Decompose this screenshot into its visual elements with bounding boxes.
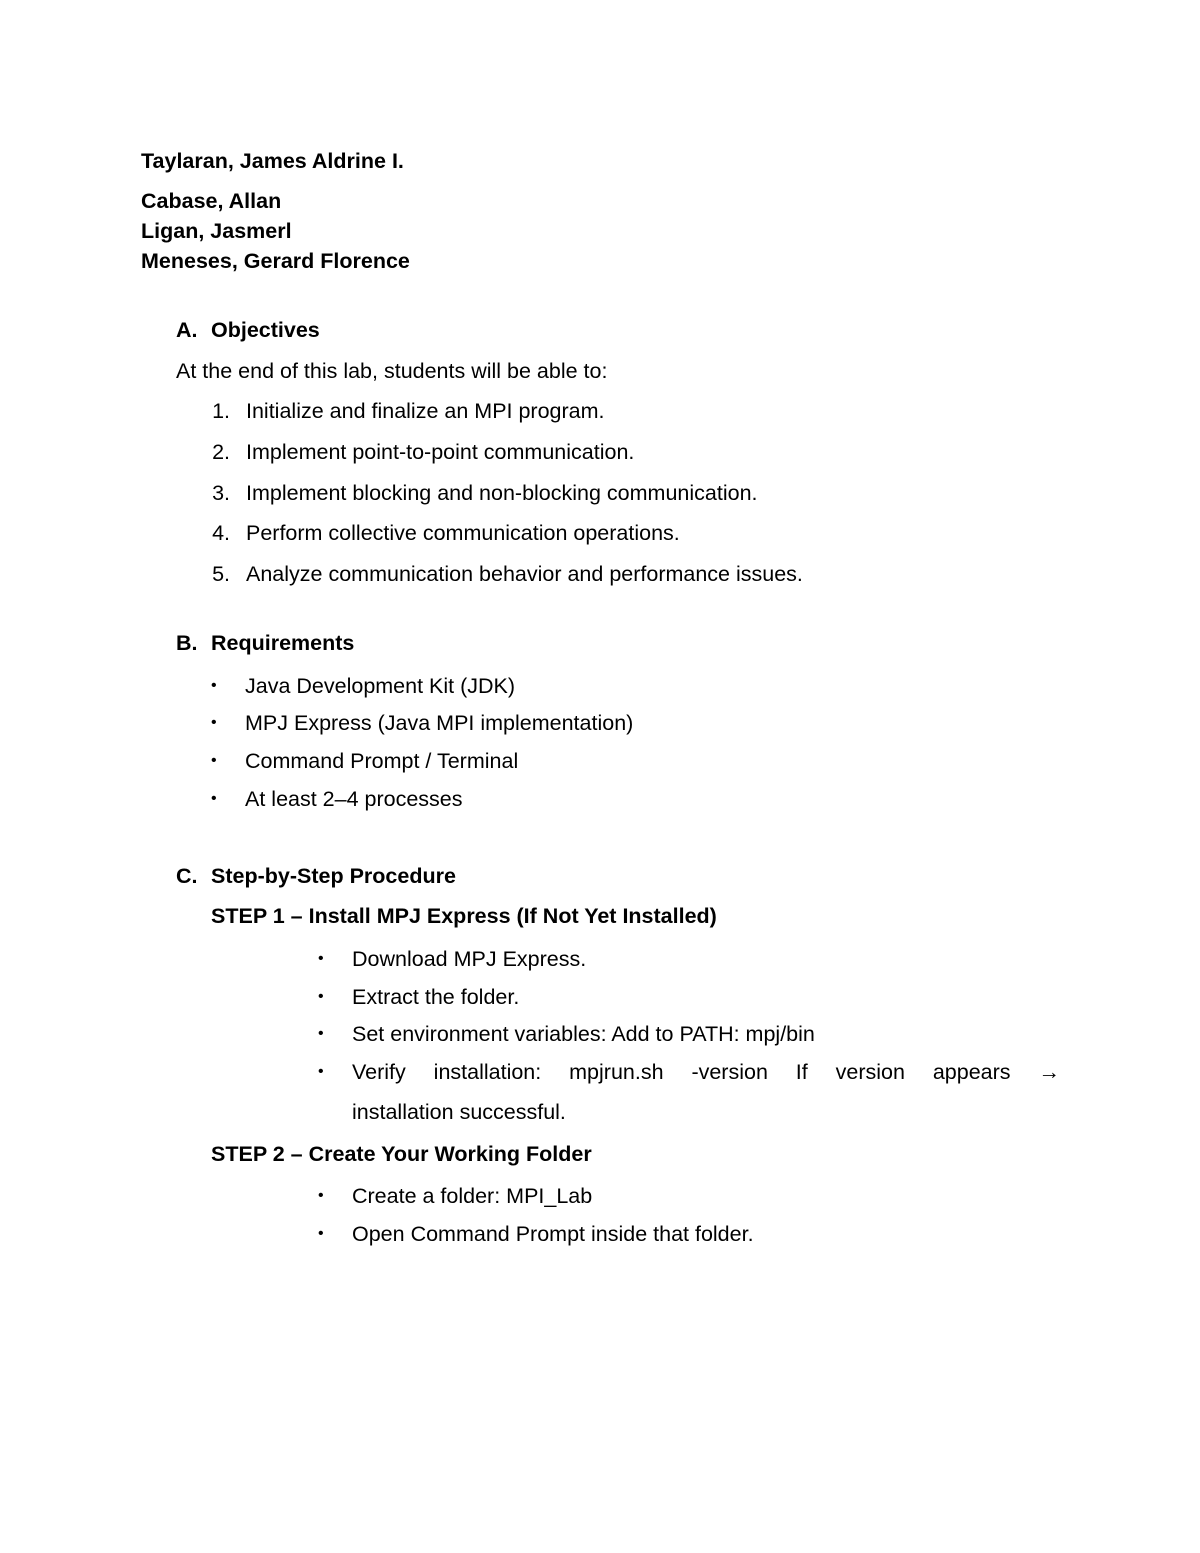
verify-installation-line: [352, 1059, 1060, 1085]
list-number: 3.: [212, 481, 230, 505]
objective-item: Perform collective communication operations.: [246, 521, 680, 545]
verify-word: installation:: [433, 1060, 542, 1084]
author-name: Cabase, Allan: [141, 189, 282, 213]
step-1-heading: STEP 1 – Install MPJ Express (If Not Yet Installed): [211, 904, 717, 928]
requirement-item: At least 2–4 processes: [245, 787, 463, 811]
section-a-intro: At the end of this lab, students will be able to:: [176, 359, 608, 383]
verify-word: mpjrun.sh: [569, 1060, 664, 1084]
arrow-right-icon: →: [1038, 1060, 1060, 1084]
bullet-icon: •: [211, 790, 217, 807]
verify-continuation: installation successful.: [352, 1100, 566, 1124]
step-1-item: Set environment variables: Add to PATH: mpj/bin: [352, 1022, 815, 1046]
author-name: Ligan, Jasmerl: [141, 219, 292, 243]
step-2-item: Open Command Prompt inside that folder.: [352, 1222, 754, 1246]
bullet-icon: •: [318, 1063, 324, 1080]
bullet-icon: •: [211, 677, 217, 694]
step-1-item: Extract the folder.: [352, 985, 520, 1009]
bullet-icon: •: [211, 714, 217, 731]
objective-item: Analyze communication behavior and performance issues.: [246, 562, 803, 586]
section-c-letter: C.: [176, 864, 198, 888]
requirement-item: MPJ Express (Java MPI implementation): [245, 711, 634, 735]
step-2-heading: STEP 2 – Create Your Working Folder: [211, 1142, 592, 1166]
list-number: 5.: [212, 562, 230, 586]
step-2-item: Create a folder: MPI_Lab: [352, 1184, 593, 1208]
bullet-icon: •: [211, 752, 217, 769]
objective-item: Implement blocking and non-blocking communication.: [246, 481, 758, 505]
section-b-heading: Requirements: [211, 631, 355, 655]
section-a-letter: A.: [176, 318, 198, 342]
verify-word: Verify: [352, 1060, 406, 1084]
verify-word: appears: [932, 1060, 1011, 1084]
verify-word: -version: [691, 1060, 768, 1084]
verify-word: version: [835, 1060, 905, 1084]
bullet-icon: •: [318, 1025, 324, 1042]
list-number: 4.: [212, 521, 230, 545]
objective-item: Initialize and finalize an MPI program.: [246, 399, 605, 423]
section-a-heading: Objectives: [211, 318, 320, 342]
section-c-heading: Step-by-Step Procedure: [211, 864, 456, 888]
author-name: Meneses, Gerard Florence: [141, 249, 410, 273]
list-number: 2.: [212, 440, 230, 464]
bullet-icon: •: [318, 1187, 324, 1204]
author-name: Taylaran, James Aldrine I.: [141, 149, 404, 173]
bullet-icon: •: [318, 1225, 324, 1242]
bullet-icon: •: [318, 950, 324, 967]
requirement-item: Command Prompt / Terminal: [245, 749, 519, 773]
list-number: 1.: [212, 399, 230, 423]
bullet-icon: •: [318, 988, 324, 1005]
requirement-item: Java Development Kit (JDK): [245, 674, 516, 698]
verify-word: If: [795, 1060, 808, 1084]
section-b-letter: B.: [176, 631, 198, 655]
step-1-item: Download MPJ Express.: [352, 947, 587, 971]
objective-item: Implement point-to-point communication.: [246, 440, 635, 464]
